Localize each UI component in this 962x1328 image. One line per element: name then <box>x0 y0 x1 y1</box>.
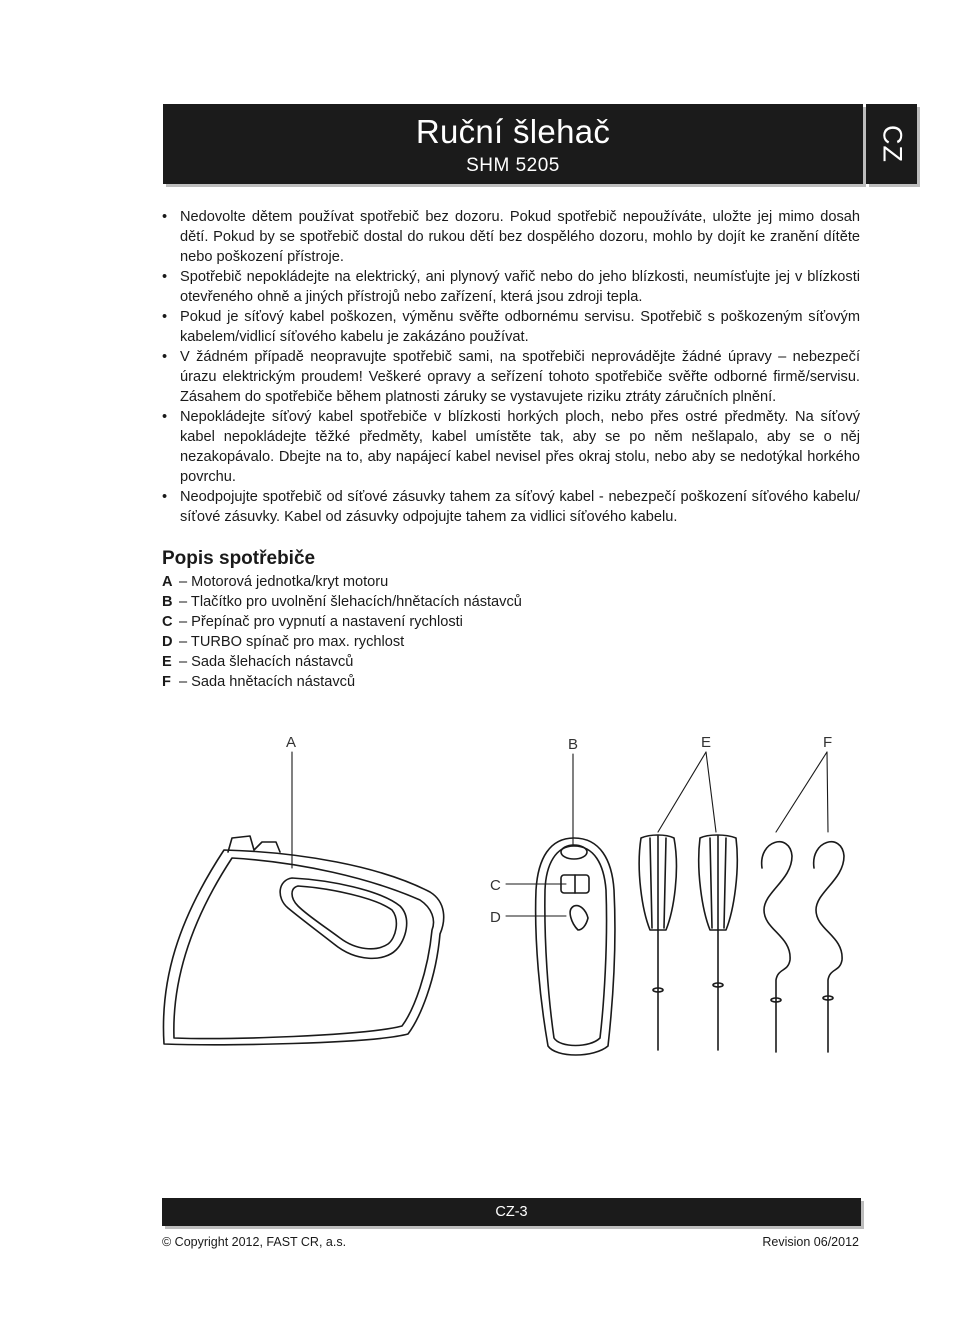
safety-note: • Nepokládejte síťový kabel spotřebiče v blízkosti horkých ploch, nebo přes ostré předměty. Na síťový kabel nepokládejte těžké předměty, kabel umístěte tak, aby se po něm nešlapalo, aby se o něj nezakopávalo. Dbejte na to, aby napájecí kabel nevisel přes okraj stolu, nebo aby se nedotýkal horkého povrchu. <box>160 407 860 487</box>
language-code: CZ <box>877 125 907 163</box>
part-letter: A <box>162 574 173 590</box>
dough-hook-drawing-2 <box>814 842 844 1052</box>
label-e: E <box>701 734 712 751</box>
page-number: CZ-3 <box>495 1204 528 1220</box>
parts-list <box>162 572 522 692</box>
safety-note: • V žádném případě neopravujte spotřebič sami, na spotřebiči neprovádějte žádné úpravy – nebezpečí úrazu elektrickým proudem! Veškeré opravy a seřízení tohoto spotřebiče svěřte odborné firmě/servisu. Zásahem do spotřebiče během platnosti záruky se vystavujete riziku ztráty záručních plnění. <box>160 347 860 407</box>
part-text: – Sada hnětacích nástavců <box>179 674 356 690</box>
part-letter: E <box>162 654 172 670</box>
safety-notes <box>160 207 860 527</box>
page-title: Ruční šlehač <box>415 113 611 150</box>
part-item <box>162 572 522 592</box>
safety-note: • Neodpojujte spotřebič od síťové zásuvky tahem za síťový kabel - nebezpečí poškození síťového kabelu/ síťové zásuvky. Kabel od zásuvky odpojujte tahem za vidlici síťového kabelu. <box>160 487 860 527</box>
model-number: SHM 5205 <box>466 155 560 176</box>
part-letter: D <box>162 634 173 650</box>
label-c: C <box>490 877 501 894</box>
language-tab <box>866 104 917 184</box>
dough-hook-drawing-1 <box>762 842 792 1052</box>
motor-unit-drawing <box>163 836 443 1045</box>
mixer-diagram <box>150 725 870 1065</box>
part-item <box>162 672 522 692</box>
part-item <box>162 612 522 632</box>
revision: Revision 06/2012 <box>762 1235 859 1249</box>
section-title: Popis spotřebiče <box>162 548 316 569</box>
copyright: © Copyright 2012, FAST CR, a.s. <box>162 1235 347 1249</box>
part-item <box>162 592 522 612</box>
header-banner <box>163 104 863 184</box>
part-letter: F <box>162 674 171 690</box>
safety-note: • Pokud je síťový kabel poškozen, výměnu svěřte odbornému servisu. Spotřebič s poškozeným síťovým kabelem/vidlicí síťového kabelu je zakázáno používat. <box>160 307 860 347</box>
label-b: B <box>568 736 579 753</box>
safety-note: • Nedovolte dětem používat spotřebič bez dozoru. Pokud spotřebič nepoužíváte, uložte jej mimo dosah dětí. Pokud by se spotřebič dostal do rukou dětí bez dospělého dozoru, mohlo by dojít ke zranění dítěte nebo poškození přístroje. <box>160 207 860 267</box>
part-item <box>162 632 522 652</box>
part-text: – Přepínač pro vypnutí a nastavení rychlosti <box>179 614 463 630</box>
part-letter: B <box>162 594 173 610</box>
beater-drawing-1 <box>639 835 676 1050</box>
part-text: – Tlačítko pro uvolnění šlehacích/hnětacích nástavců <box>179 594 522 610</box>
label-a: A <box>286 734 297 751</box>
part-letter: C <box>162 614 173 630</box>
leader-lines <box>292 752 828 916</box>
label-d: D <box>490 909 501 926</box>
label-f: F <box>823 734 833 751</box>
safety-note: • Spotřebič nepokládejte na elektrický, ani plynový vařič nebo do jeho blízkosti, neumísťujte jej v blízkosti otevřeného ohně a jiných přístrojů nebo zařízení, která jsou zdroji tepla. <box>160 267 860 307</box>
part-item <box>162 652 522 672</box>
part-text: – TURBO spínač pro max. rychlost <box>179 634 405 650</box>
footer-bar <box>162 1198 861 1226</box>
beater-drawing-2 <box>699 835 738 1050</box>
mixer-front-drawing <box>536 838 615 1055</box>
part-text: – Sada šlehacích nástavců <box>179 654 354 670</box>
part-text: – Motorová jednotka/kryt motoru <box>179 574 389 590</box>
